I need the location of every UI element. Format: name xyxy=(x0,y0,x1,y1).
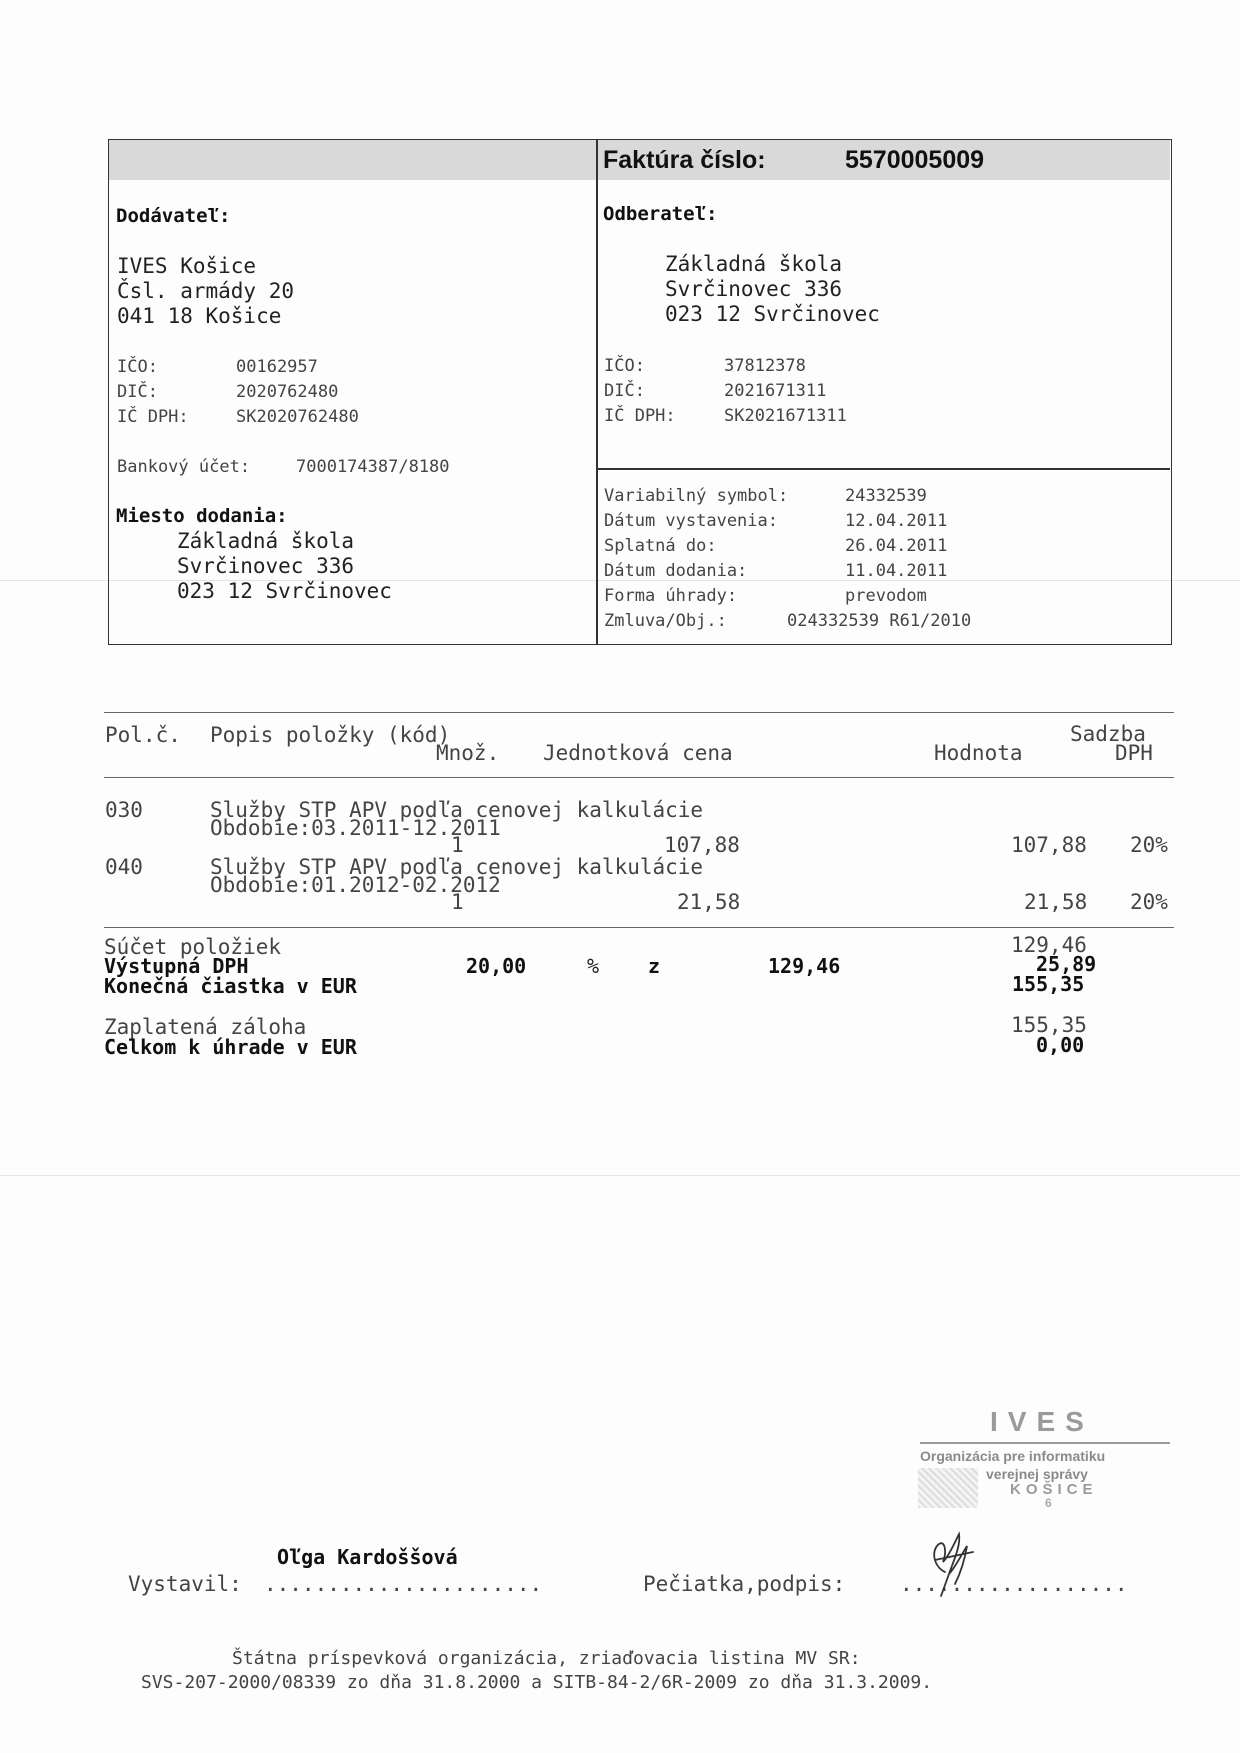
delivery-street: Svrčinovec 336 xyxy=(177,554,355,578)
due-value: 26.04.2011 xyxy=(845,536,948,556)
advance-value: 155,35 xyxy=(1011,1013,1087,1037)
delivery-name: Základná škola xyxy=(177,529,355,553)
stamp-dots: .................. xyxy=(900,1572,1128,1596)
contract-label: Zmluva/Obj.: xyxy=(604,611,727,631)
issuer-label: Vystavil: xyxy=(128,1572,242,1596)
supplier-street: Čsl. armády 20 xyxy=(117,279,295,303)
stamp-line4: 6 xyxy=(1045,1496,1052,1510)
sum-value: 129,46 xyxy=(1011,933,1087,957)
supplier-ico-label: IČO: xyxy=(117,357,158,377)
col-cena: Jednotková cena xyxy=(543,741,733,765)
stamp-line2: verejnej správy xyxy=(986,1466,1088,1482)
customer-dic-label: DIČ: xyxy=(604,381,645,401)
item-vat: 20% xyxy=(1130,833,1168,857)
customer-ico-label: IČO: xyxy=(604,356,645,376)
item-unit-price: 21,58 xyxy=(677,890,741,914)
vat-percent: % xyxy=(587,954,600,978)
item-code: 030 xyxy=(105,798,143,822)
final-value: 155,35 xyxy=(1012,972,1085,996)
item-value: 107,88 xyxy=(1011,833,1087,857)
final-label: Konečná čiastka v EUR xyxy=(104,974,357,998)
issued-label: Dátum vystavenia: xyxy=(604,511,778,531)
delivery-label: Miesto dodania: xyxy=(116,505,288,527)
issued-value: 12.04.2011 xyxy=(845,511,948,531)
footer-note-2: SVS-207-2000/08339 zo dňa 31.8.2000 a SITB-84-2/6R-2009 zo dňa 31.3.2009. xyxy=(141,1672,933,1693)
customer-dic: 2021671311 xyxy=(724,381,827,401)
col-pol: Pol.č. xyxy=(105,723,181,747)
supplier-icdph-label: IČ DPH: xyxy=(117,407,189,427)
method-label: Forma úhrady: xyxy=(604,586,738,606)
item-desc: Služby STP APV podľa cenovej kalkulácie xyxy=(210,798,704,822)
supplier-dic: 2020762480 xyxy=(236,382,339,402)
signature-image xyxy=(915,1522,995,1602)
supplier-dic-label: DIČ: xyxy=(117,382,158,402)
vat-z: z xyxy=(648,954,661,978)
supplier-label: Dodávateľ: xyxy=(116,205,231,227)
supplier-name: IVES Košice xyxy=(117,254,257,278)
vat-base: 129,46 xyxy=(768,954,841,978)
customer-name: Základná škola xyxy=(665,252,843,276)
col-dph: DPH xyxy=(1115,741,1153,765)
col-hodnota: Hodnota xyxy=(934,741,1023,765)
issuer-name: Oľga Kardoššová xyxy=(277,1545,458,1569)
due-label: Splatná do: xyxy=(604,536,717,556)
advance-label: Zaplatená záloha xyxy=(104,1015,307,1039)
delivery-city: 023 12 Svrčinovec xyxy=(177,579,392,603)
item-desc: Služby STP APV podľa cenovej kalkulácie xyxy=(210,855,704,879)
vat-rate: 20,00 xyxy=(466,954,527,978)
item-qty: 1 xyxy=(451,833,464,857)
issuer-dots: ...................... xyxy=(264,1572,543,1596)
vat-label: Výstupná DPH xyxy=(104,954,249,978)
stamp-line1: Organizácia pre informatiku xyxy=(920,1448,1106,1464)
item-period: Obdobie:01.2012-02.2012 xyxy=(210,873,501,897)
stamp-line3: KOŠICE xyxy=(1010,1481,1098,1498)
table-header-rule xyxy=(104,777,1174,778)
customer-label: Odberateľ: xyxy=(603,203,718,225)
item-unit-price: 107,88 xyxy=(664,833,740,857)
due-total-label: Celkom k úhrade v EUR xyxy=(104,1035,357,1059)
due-total-value: 0,00 xyxy=(1036,1033,1085,1057)
bank-label: Bankový účet: xyxy=(117,457,251,477)
col-mnoz: Množ. xyxy=(436,741,500,765)
invoice-number: 5570005009 xyxy=(845,146,985,174)
table-top-rule xyxy=(104,712,1174,713)
customer-street: Svrčinovec 336 xyxy=(665,277,843,301)
delivered-label: Dátum dodania: xyxy=(604,561,748,581)
customer-icdph: SK2021671311 xyxy=(724,406,847,426)
supplier-city: 041 18 Košice xyxy=(117,304,282,328)
vs-label: Variabilný symbol: xyxy=(604,486,789,506)
ives-stamp xyxy=(918,1406,1178,1510)
col-sadzba: Sadzba xyxy=(1070,722,1146,746)
method-value: prevodom xyxy=(845,586,927,606)
footer-note-1: Štátna príspevková organizácia, zriaďovacia listina MV SR: xyxy=(232,1648,861,1669)
supplier-ico: 00162957 xyxy=(236,357,318,377)
invoice-title: Faktúra číslo: xyxy=(603,146,766,174)
payment-divider xyxy=(596,468,1170,470)
item-value: 21,58 xyxy=(1024,890,1088,914)
customer-icdph-label: IČ DPH: xyxy=(604,406,676,426)
item-qty: 1 xyxy=(451,890,464,914)
vs-value: 24332539 xyxy=(845,486,927,506)
bank-account: 7000174387/8180 xyxy=(296,457,450,477)
stamp-logo: IVES xyxy=(990,1406,1094,1437)
customer-ico: 37812378 xyxy=(724,356,806,376)
customer-city: 023 12 Svrčinovec xyxy=(665,302,880,326)
col-popis: Popis položky (kód) xyxy=(210,723,451,747)
column-divider xyxy=(596,140,598,644)
vat-value: 25,89 xyxy=(1036,952,1097,976)
sum-label: Súčet položiek xyxy=(104,935,282,959)
totals-rule xyxy=(104,927,1174,928)
contract-value: 024332539 R61/2010 xyxy=(787,611,972,631)
item-code: 040 xyxy=(105,855,143,879)
item-period: Obdobie:03.2011-12.2011 xyxy=(210,816,501,840)
supplier-icdph: SK2020762480 xyxy=(236,407,359,427)
stamp-signature-label: Pečiatka,podpis: xyxy=(643,1572,846,1596)
item-vat: 20% xyxy=(1130,890,1168,914)
delivered-value: 11.04.2011 xyxy=(845,561,948,581)
